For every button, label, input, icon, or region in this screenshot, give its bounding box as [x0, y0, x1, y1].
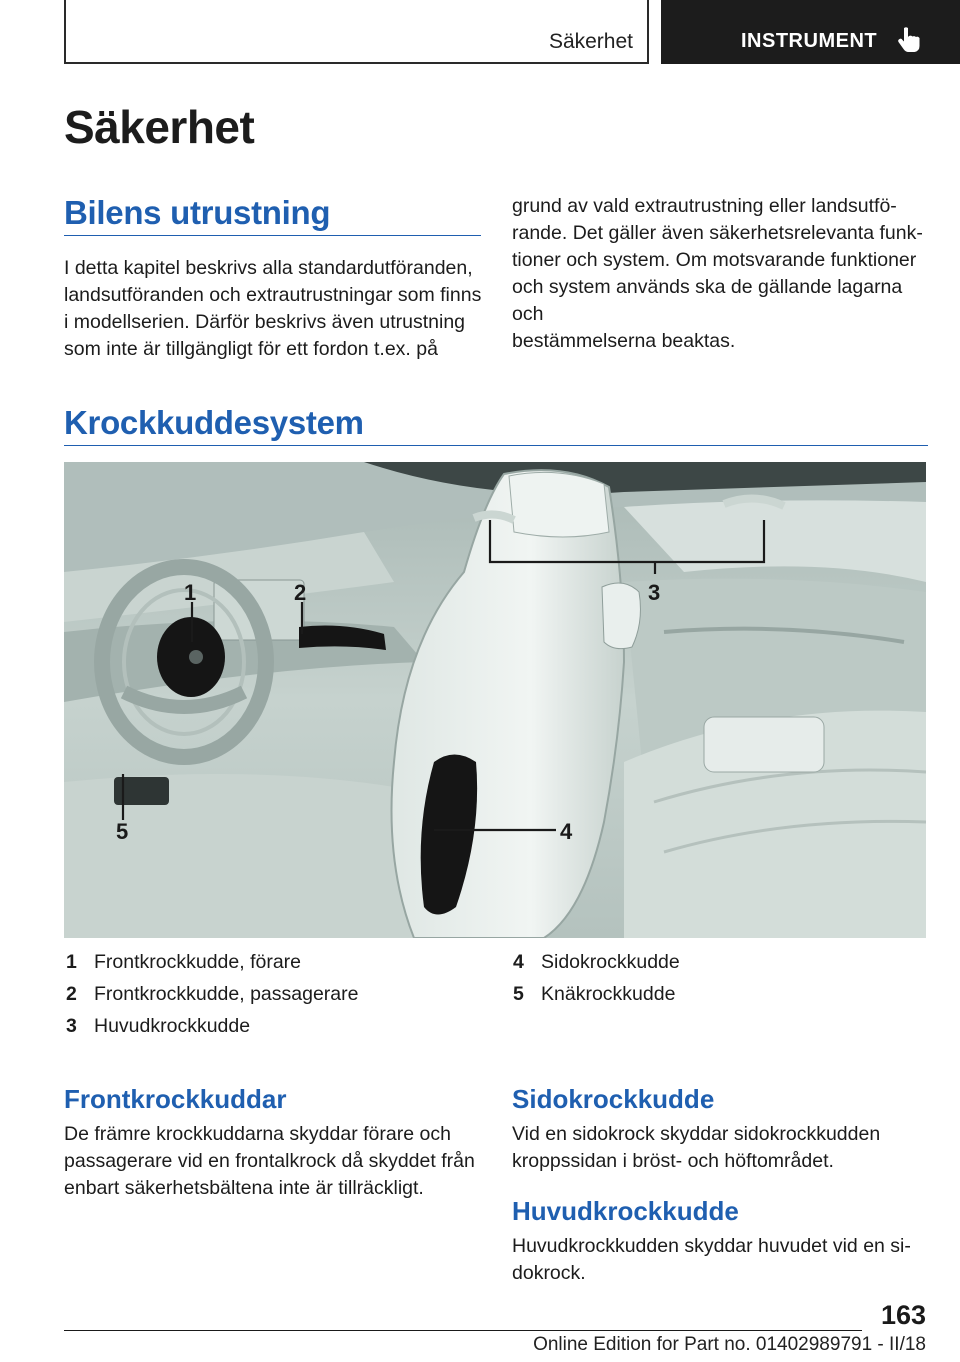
text-line: rande. Det gäller även säkerhetsrelevanta funk- — [512, 222, 923, 244]
section-tab-label: Säkerhet — [548, 30, 633, 53]
legend-item — [66, 1015, 486, 1047]
bilens-heading: Bilens utrustning — [64, 194, 331, 231]
text-line: De främre krockkuddarna skyddar förare och — [64, 1123, 451, 1145]
chapter-tab-label: INSTRUMENT — [741, 30, 878, 52]
text-line: och system används ska de gällande lagarna och — [512, 276, 903, 325]
legend-text: Frontkrockkudde, förare — [94, 951, 302, 973]
legend-right — [513, 951, 933, 1015]
chapter-tab — [661, 0, 960, 64]
legend-text: Sidokrockkudde — [541, 951, 680, 973]
callout-1: 1 — [184, 580, 197, 605]
legend-item — [513, 983, 933, 1015]
footer-rule — [64, 1330, 862, 1331]
text-line: dokrock. — [512, 1262, 586, 1284]
text-line: landsutföranden och extrautrustningar som finns — [64, 284, 482, 306]
legend-left — [66, 951, 486, 1047]
legend-item — [66, 951, 486, 983]
legend-number: 5 — [513, 983, 524, 1005]
front-body — [64, 1121, 484, 1202]
page-number: 163 — [880, 1300, 926, 1330]
text-line: I detta kapitel beskrivs alla standardutföranden, — [64, 257, 473, 279]
legend-text: Huvudkrockkudde — [94, 1015, 251, 1037]
legend-item — [66, 983, 486, 1015]
front-heading: Frontkrockkuddar — [64, 1084, 287, 1114]
sido-heading: Sidokrockkudde — [512, 1084, 715, 1114]
sido-body — [512, 1121, 932, 1175]
text-line: som inte är tillgängligt för ett fordon t.ex. på — [64, 338, 438, 360]
callout-3: 3 — [648, 580, 661, 605]
pointing-hand-icon — [897, 26, 923, 54]
text-line: bestämmelserna beaktas. — [512, 330, 736, 352]
car-interior-illustration — [64, 462, 926, 938]
edition-info: Online Edition for Part no. 01402989791 - II/18 — [533, 1334, 926, 1355]
callout-4: 4 — [560, 819, 573, 844]
text-line: Huvudkrockkudden skyddar huvudet vid en si- — [512, 1235, 911, 1257]
text-line: grund av vald extrautrustning eller landsutfö- — [512, 195, 897, 217]
text-line: i modellserien. Därför beskrivs även utrustning — [64, 311, 466, 333]
legend-number: 4 — [513, 951, 524, 973]
text-line: Vid en sidokrock skyddar sidokrockkudden — [512, 1123, 881, 1145]
text-line: kroppssidan i bröst- och höftområdet. — [512, 1150, 834, 1172]
legend-number: 3 — [66, 1015, 77, 1037]
airbag-system-figure — [64, 462, 926, 938]
text-line: passagerare vid en frontalkrock då skyddet från — [64, 1150, 475, 1172]
krock-heading: Krockkuddesystem — [64, 404, 364, 441]
krock-heading-rule — [64, 445, 928, 446]
legend-text: Knäkrockkudde — [541, 983, 676, 1005]
legend-item — [513, 951, 933, 983]
text-line: enbart säkerhetsbältena inte är tillräckligt. — [64, 1177, 424, 1199]
callout-5: 5 — [116, 819, 129, 844]
huvud-heading: Huvudkrockkudde — [512, 1196, 739, 1226]
callout-2: 2 — [294, 580, 307, 605]
bilens-column-2 — [512, 193, 932, 355]
text-line: tioner och system. Om motsvarande funktioner — [512, 249, 917, 271]
legend-text: Frontkrockkudde, passagerare — [94, 983, 359, 1005]
bilens-heading-rule — [64, 235, 481, 236]
legend-number: 1 — [66, 951, 77, 973]
huvud-body — [512, 1233, 932, 1287]
section-tab — [64, 0, 649, 64]
page-title: Säkerhet — [64, 101, 255, 153]
bilens-column-1 — [64, 255, 484, 363]
legend-number: 2 — [66, 983, 77, 1005]
